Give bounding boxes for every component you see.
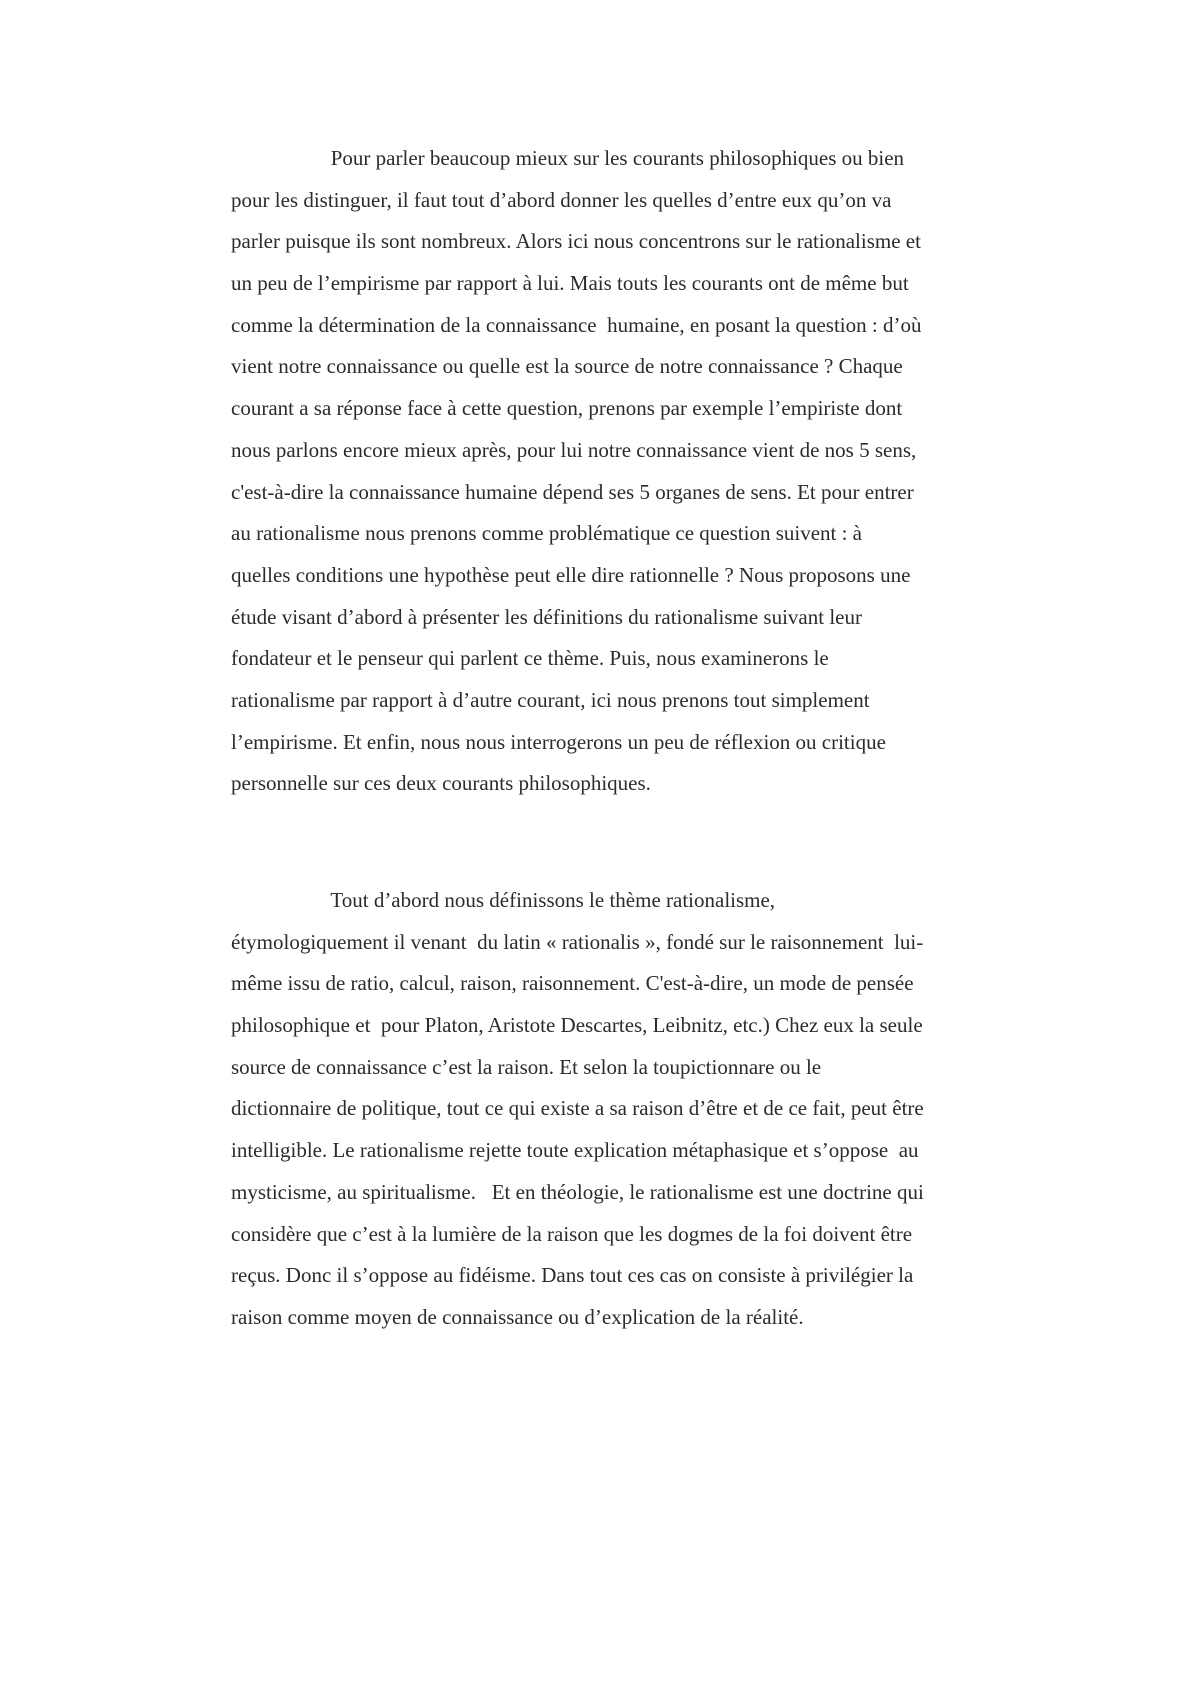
text-line: vient notre connaissance ou quelle est la source de notre connaissance ? Chaque: [231, 354, 903, 379]
text-line: pour les distinguer, il faut tout d’abord donner les quelles d’entre eux qu’on va: [231, 187, 892, 212]
text-line: source de connaissance c’est la raison. Et selon la toupictionnare ou le: [231, 1054, 822, 1079]
text-line: fondateur et le penseur qui parlent ce thème. Puis, nous examinerons le: [231, 646, 829, 671]
text-line: Tout d’abord nous définissons le thème rationalisme,: [231, 888, 776, 912]
text-line: un peu de l’empirisme par rapport à lui. Mais touts les courants ont de même but: [231, 271, 909, 296]
text-line: étymologiquement il venant du latin « rationalis », fondé sur le raisonnement lui-: [231, 929, 924, 954]
paragraph-introduction: [231, 138, 1036, 805]
text-line: dictionnaire de politique, tout ce qui existe a sa raison d’être et de ce fait, peut être: [231, 1096, 924, 1121]
text-line: Pour parler beaucoup mieux sur les courants philosophiques ou bien: [231, 146, 905, 170]
text-line: courant a sa réponse face à cette question, prenons par exemple l’empiriste dont: [231, 396, 903, 421]
text-line: nous parlons encore mieux après, pour lui notre connaissance vient de nos 5 sens,: [231, 437, 917, 462]
text-line: étude visant d’abord à présenter les définitions du rationalisme suivant leur: [231, 604, 862, 629]
text-line: quelles conditions une hypothèse peut elle dire rationnelle ? Nous proposons une: [231, 562, 911, 587]
text-line: intelligible. Le rationalisme rejette toute explication métaphasique et s’oppose au: [231, 1138, 919, 1163]
text-line: c'est-à-dire la connaissance humaine dépend ses 5 organes de sens. Et pour entrer: [231, 479, 914, 504]
text-line: l’empirisme. Et enfin, nous nous interrogerons un peu de réflexion ou critique: [231, 729, 886, 754]
text-line: même issu de ratio, calcul, raison, raisonnement. C'est-à-dire, un mode de pensée: [231, 971, 914, 996]
text-line: comme la détermination de la connaissance humaine, en posant la question : d’où: [231, 312, 922, 337]
text-line: personnelle sur ces deux courants philosophiques.: [231, 771, 651, 796]
text-line: au rationalisme nous prenons comme problématique ce question suivent : à: [231, 521, 863, 546]
text-line: rationalisme par rapport à d’autre courant, ici nous prenons tout simplement: [231, 687, 870, 712]
paragraph-definition: [231, 880, 1036, 1339]
text-line: reçus. Donc il s’oppose au fidéisme. Dans tout ces cas on consiste à privilégier la: [231, 1263, 914, 1288]
text-line: raison comme moyen de connaissance ou d’explication de la réalité.: [231, 1304, 804, 1329]
text-line: considère que c’est à la lumière de la raison que les dogmes de la foi doivent être: [231, 1221, 913, 1246]
text-line: philosophique et pour Platon, Aristote Descartes, Leibnitz, etc.) Chez eux la seule: [231, 1013, 923, 1038]
text-line: mysticisme, au spiritualisme. Et en théologie, le rationalisme est une doctrine qui: [231, 1179, 924, 1204]
text-line: parler puisque ils sont nombreux. Alors ici nous concentrons sur le rationalisme et: [231, 229, 921, 254]
